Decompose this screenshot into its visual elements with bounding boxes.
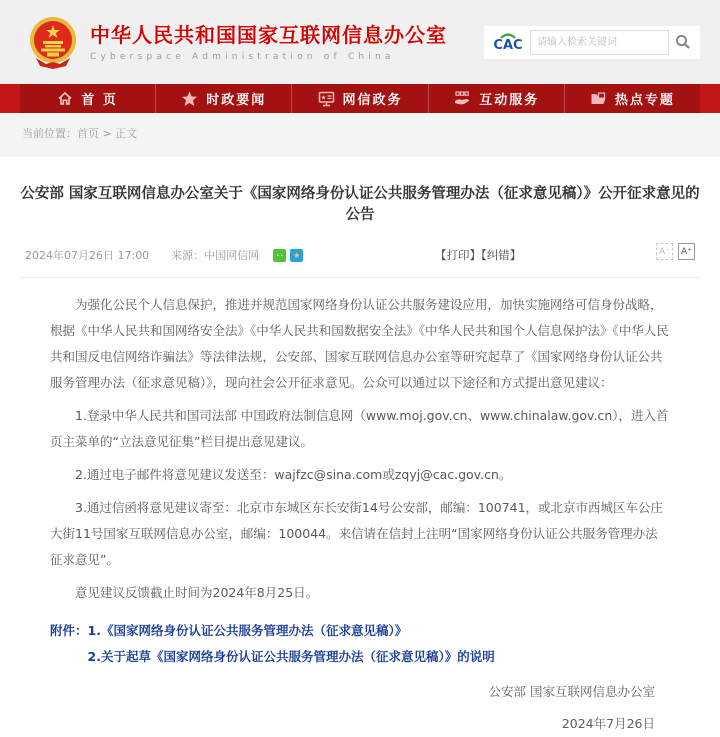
print-correct-group bbox=[435, 247, 521, 263]
share-icons bbox=[273, 249, 303, 262]
home-icon bbox=[57, 91, 73, 106]
site-title: 中华人民共和国国家互联网信息办公室 bbox=[90, 22, 447, 47]
nav-item-topics[interactable] bbox=[564, 84, 700, 113]
nav-item-egov[interactable] bbox=[291, 84, 427, 113]
attachment-link-2[interactable]: 2.关于起草《国家网络身份认证公共服务管理办法（征求意见稿）》的说明 bbox=[87, 649, 495, 665]
nav-item-label: 时政要闻 bbox=[206, 93, 267, 108]
nav-item-label: 首 页 bbox=[81, 93, 118, 108]
font-smaller-button[interactable]: A⁻ bbox=[656, 243, 673, 260]
brand-titles bbox=[90, 23, 447, 62]
attachment-link-1[interactable]: 1.《国家网络身份认证公共服务管理办法（征求意见稿）》 bbox=[87, 623, 408, 639]
monitor-icon bbox=[318, 91, 335, 107]
search-bar bbox=[484, 26, 700, 59]
cac-logo bbox=[490, 30, 526, 54]
attachment-line-1 bbox=[50, 618, 670, 644]
nav-item-label: 网信政务 bbox=[342, 93, 403, 108]
search-button[interactable] bbox=[669, 30, 696, 55]
article-meta bbox=[25, 246, 695, 264]
font-larger-button[interactable]: A⁺ bbox=[678, 243, 695, 260]
source-name: 中国网信网 bbox=[204, 249, 260, 263]
breadcrumb-home-link[interactable]: 首页 bbox=[77, 127, 99, 140]
search-icon bbox=[675, 34, 691, 50]
article-body bbox=[50, 292, 670, 606]
nav-item-news[interactable] bbox=[155, 84, 291, 113]
paragraph: 意见建议反馈截止时间为2024年8月25日。 bbox=[75, 585, 319, 601]
breadcrumb bbox=[0, 113, 720, 157]
paragraph: 为强化公民个人信息保护，推进并规范国家网络身份认证公共服务建设应用，加快实施网络可信身份战略，根据《中华人民共和国网络安全法》《中华人民共和国数据安全法》《中华人民共和国个人信息保护法》《中华人民共和国反电信网络诈骗法》等法律法规，公安部、国家互联网信息办公室等研究起草了《国家网络身份认证公共服务管理办法（征求意见稿）》，现向社会公开征求意见。公众可以通过以下途径和方式提出意见建议： bbox=[50, 297, 669, 391]
hand-icon bbox=[453, 91, 471, 107]
breadcrumb-separator: > bbox=[99, 127, 116, 140]
main-nav bbox=[0, 84, 720, 113]
font-size-controls bbox=[656, 243, 695, 260]
source-label: 来源： bbox=[171, 249, 205, 263]
national-emblem-logo bbox=[28, 14, 78, 70]
paragraph: 1.登录中华人民共和国司法部 中国政府法制信息网（www.moj.gov.cn、www.chinalaw.gov.cn），进入首页主菜单的“立法意见征集”栏目提出意见建议。 bbox=[50, 408, 669, 450]
attachment-line-2 bbox=[50, 644, 670, 670]
nav-item-home[interactable] bbox=[20, 84, 155, 113]
cac-logo-text: CAC bbox=[493, 38, 523, 53]
nav-item-services[interactable] bbox=[428, 84, 564, 113]
search-input[interactable] bbox=[530, 30, 669, 55]
folder-icon bbox=[590, 91, 607, 106]
wechat-share-icon[interactable]: ･･ bbox=[273, 249, 286, 262]
meta-divider bbox=[20, 277, 700, 278]
print-button[interactable]: 【打印】 bbox=[435, 248, 481, 263]
article-content bbox=[0, 184, 720, 737]
breadcrumb-current: 正文 bbox=[115, 127, 138, 140]
breadcrumb-prefix: 当前位置： bbox=[22, 127, 77, 140]
attachments-label: 附件： bbox=[50, 623, 88, 639]
nav-item-label: 互动服务 bbox=[479, 93, 540, 108]
signature-block bbox=[50, 678, 655, 737]
signature-agencies: 公安部 国家互联网信息办公室 bbox=[488, 684, 655, 700]
article-title: 公安部 国家互联网信息办公室关于《国家网络身份认证公共服务管理办法（征求意见稿）》公开征求意见的公告 bbox=[20, 186, 700, 224]
nav-item-label: 热点专题 bbox=[614, 93, 675, 108]
site-header bbox=[0, 0, 720, 84]
signature-date: 2024年7月26日 bbox=[561, 716, 655, 732]
qzone-share-icon[interactable]: ★ bbox=[290, 249, 303, 262]
attachments bbox=[50, 618, 670, 670]
site-subtitle: Cyberspace Administration of China bbox=[90, 51, 395, 62]
correct-button[interactable]: 【纠错】 bbox=[481, 248, 522, 263]
paragraph: 3.通过信函将意见建议寄至：北京市东城区东长安街14号公安部，邮编：100741，或北京市西城区车公庄大街11号国家互联网信息办公室，邮编：100044。来信请在信封上注明“国家网络身份认证公共服务管理办法征求意见”。 bbox=[50, 500, 664, 568]
star-icon bbox=[181, 91, 198, 107]
publish-date: 2024年07月26日 17:00 bbox=[25, 249, 150, 263]
paragraph: 2.通过电子邮件将意见建议发送至：wajfzc@sina.com或zqyj@cac.gov.cn。 bbox=[75, 467, 512, 483]
